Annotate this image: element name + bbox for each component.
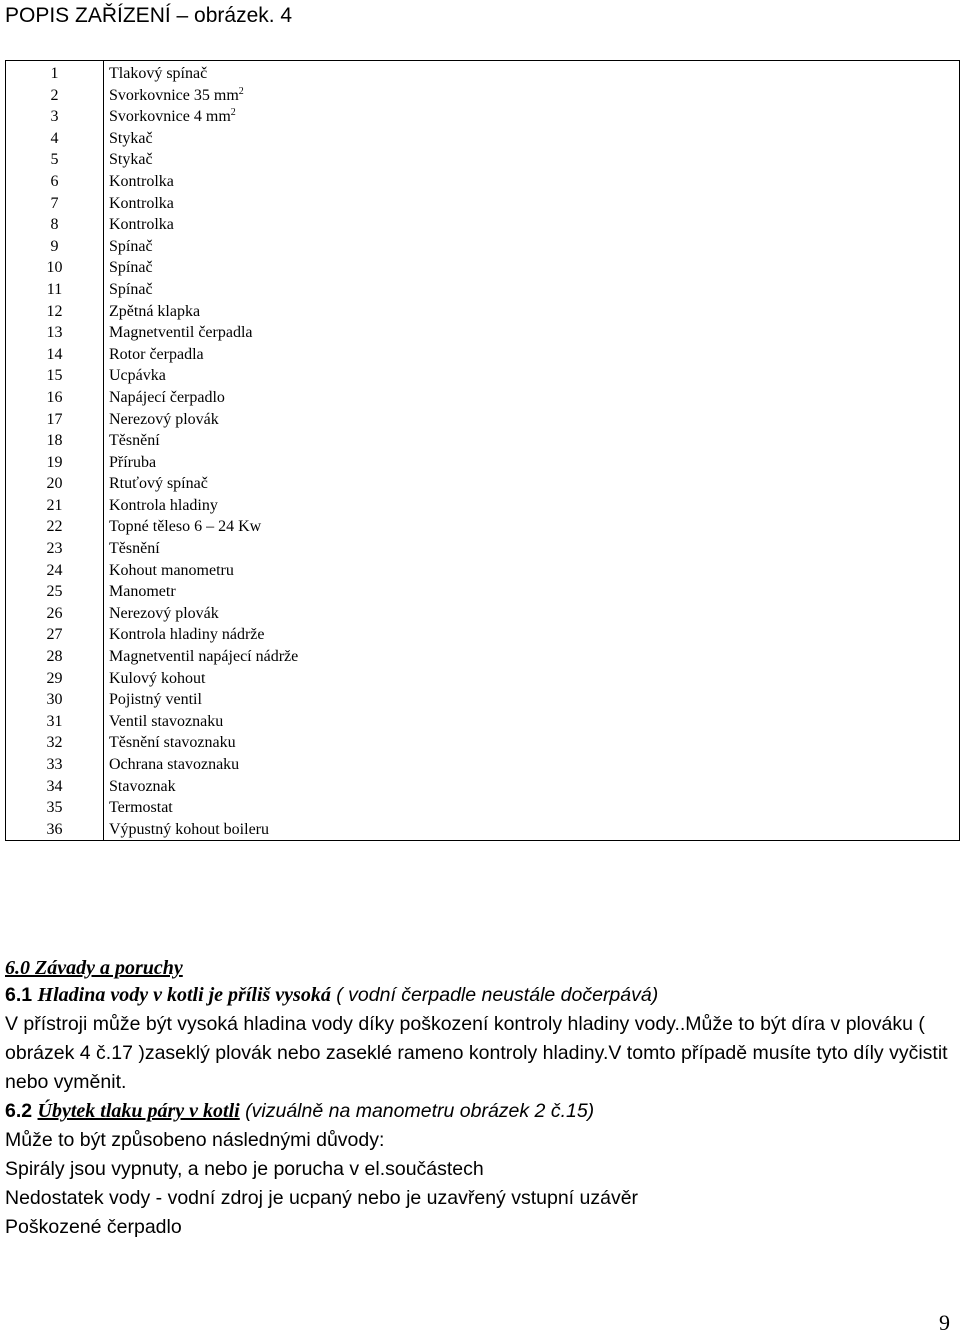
table-row	[6, 85, 960, 107]
part-name: Kontrola hladiny nádrže	[109, 626, 265, 644]
part-number: 8	[6, 214, 104, 236]
part-number: 17	[6, 409, 104, 431]
part-number: 20	[6, 473, 104, 495]
part-name: Těsnění stavoznaku	[109, 734, 236, 752]
part-name: Magnetventil napájecí nádrže	[109, 648, 299, 666]
part-name-cell	[104, 646, 960, 668]
table-row	[6, 387, 960, 409]
subsection-6-2-note: (vizuálně na manometru obrázek 2 č.15)	[245, 1100, 595, 1122]
part-number: 25	[6, 581, 104, 603]
table-row	[6, 149, 960, 171]
part-name: Kontrolka	[109, 172, 174, 190]
part-name-cell	[104, 149, 960, 171]
part-name: Napájecí čerpadlo	[109, 388, 225, 406]
parts-table-body	[6, 61, 960, 841]
part-name-cell	[104, 409, 960, 431]
part-number: 4	[6, 128, 104, 150]
part-name: Výpustný kohout boileru	[109, 820, 269, 838]
part-number: 30	[6, 689, 104, 711]
subsection-6-1-title: Hladina vody v kotli je příliš vysoká	[37, 984, 331, 1006]
table-row	[6, 193, 960, 215]
part-number: 1	[6, 61, 104, 85]
part-name: Manometr	[109, 583, 176, 601]
part-number: 9	[6, 236, 104, 258]
part-name-cell	[104, 430, 960, 452]
part-name-cell	[104, 365, 960, 387]
cause-line-3: Nedostatek vody - vodní zdroj je ucpaný nebo je uzavřený vstupní uzávěr	[5, 1187, 639, 1209]
table-row	[6, 257, 960, 279]
table-row	[6, 473, 960, 495]
table-row	[6, 452, 960, 474]
part-name: Těsnění	[109, 432, 160, 450]
cause-line-4: Poškozené čerpadlo	[5, 1216, 182, 1238]
part-number: 31	[6, 711, 104, 733]
table-row	[6, 301, 960, 323]
part-number: 16	[6, 387, 104, 409]
subsection-6-1-text: V přístroji může být vysoká hladina vody díky poškození kontroly hladiny vody..Může to být díra v plováku ( obrázek 4 č.17 )zaseklý plovák nebo zaseklé rameno kontroly hladiny.V tomto případě musíte tyto díly vyčistit nebo vyměnit.	[5, 1013, 948, 1093]
troubleshooting-section	[5, 955, 950, 1242]
table-row	[6, 732, 960, 754]
table-row	[6, 538, 960, 560]
part-name: Spínač	[109, 280, 153, 298]
subsection-6-2-number: 6.2	[5, 1100, 33, 1122]
part-number: 23	[6, 538, 104, 560]
part-name: Stykač	[109, 151, 153, 169]
part-name-cell	[104, 473, 960, 495]
table-row	[6, 754, 960, 776]
part-name-cell	[104, 106, 960, 128]
part-name: Kontrolka	[109, 194, 174, 212]
part-name-cell	[104, 171, 960, 193]
part-name: Kontrolka	[109, 216, 174, 234]
part-name: Kontrola hladiny	[109, 496, 218, 514]
part-name-cell	[104, 301, 960, 323]
part-name-cell	[104, 797, 960, 819]
table-row	[6, 819, 960, 841]
part-number: 29	[6, 668, 104, 690]
part-number: 12	[6, 301, 104, 323]
part-name-cell	[104, 128, 960, 150]
part-number: 7	[6, 193, 104, 215]
table-row	[6, 516, 960, 538]
part-name-cell	[104, 257, 960, 279]
part-number: 24	[6, 560, 104, 582]
part-name: Spínač	[109, 237, 153, 255]
part-number: 11	[6, 279, 104, 301]
part-name: Pojistný ventil	[109, 691, 202, 709]
part-name-cell	[104, 214, 960, 236]
part-name: Kohout manometru	[109, 561, 234, 579]
part-name-cell	[104, 279, 960, 301]
part-name: Stavoznak	[109, 777, 176, 795]
part-name: Spínač	[109, 259, 153, 277]
part-number: 32	[6, 732, 104, 754]
page-title: POPIS ZAŘÍZENÍ – obrázek. 4	[5, 4, 293, 27]
table-row	[6, 279, 960, 301]
table-row	[6, 365, 960, 387]
table-row	[6, 495, 960, 517]
part-name-cell	[104, 61, 960, 85]
part-name-cell	[104, 819, 960, 841]
part-number: 33	[6, 754, 104, 776]
part-number: 26	[6, 603, 104, 625]
cause-line-1: Může to být způsobeno následnými důvody:	[5, 1129, 385, 1151]
part-name-cell	[104, 668, 960, 690]
part-name: Těsnění	[109, 540, 160, 558]
table-row	[6, 560, 960, 582]
table-row	[6, 128, 960, 150]
part-name-cell	[104, 322, 960, 344]
part-number: 13	[6, 322, 104, 344]
part-name: Tlakový spínač	[109, 65, 208, 82]
part-name-cell	[104, 711, 960, 733]
table-row	[6, 646, 960, 668]
parts-table	[5, 60, 960, 841]
table-row	[6, 409, 960, 431]
part-number: 34	[6, 776, 104, 798]
part-name-cell	[104, 193, 960, 215]
part-name-cell	[104, 581, 960, 603]
table-row	[6, 236, 960, 258]
part-name-cell	[104, 85, 960, 107]
table-row	[6, 624, 960, 646]
section-heading: 6.0 Závady a poruchy	[5, 957, 183, 979]
subsection-6-2-heading	[5, 1097, 950, 1126]
page-number: 9	[939, 1310, 950, 1335]
table-row	[6, 603, 960, 625]
part-number: 21	[6, 495, 104, 517]
part-name: Ochrana stavoznaku	[109, 756, 240, 773]
unit-exponent: 2	[230, 107, 236, 119]
part-number: 2	[6, 85, 104, 107]
part-name-cell	[104, 516, 960, 538]
part-name: Termostat	[109, 799, 173, 817]
part-name: Stykač	[109, 129, 153, 147]
part-name-cell	[104, 538, 960, 560]
table-row	[6, 106, 960, 128]
part-name-cell	[104, 689, 960, 711]
cause-line-2: Spirály jsou vypnuty, a nebo je porucha v el.součástech	[5, 1158, 484, 1180]
part-number: 10	[6, 257, 104, 279]
part-name: Rtuťový spínač	[109, 475, 208, 493]
part-name-cell	[104, 776, 960, 798]
part-name: Ucpávka	[109, 367, 166, 385]
part-name: Nerezový plovák	[109, 604, 219, 622]
part-number: 28	[6, 646, 104, 668]
table-row	[6, 344, 960, 366]
part-number: 19	[6, 452, 104, 474]
subsection-6-1-number: 6.1	[5, 984, 33, 1006]
table-row	[6, 322, 960, 344]
part-name-cell	[104, 236, 960, 258]
part-name: Příruba	[109, 453, 157, 471]
table-row	[6, 711, 960, 733]
part-name: Rotor čerpadla	[109, 345, 204, 363]
part-name-cell	[104, 452, 960, 474]
table-row	[6, 61, 960, 85]
part-name: Svorkovnice 4 mm	[109, 108, 231, 126]
table-row	[6, 776, 960, 798]
table-row	[6, 171, 960, 193]
part-name: Topné těleso 6 – 24 Kw	[109, 518, 262, 536]
subsection-6-1-note: ( vodní čerpadle neustále dočerpává)	[336, 984, 659, 1006]
part-name: Magnetventil čerpadla	[109, 324, 253, 342]
part-name-cell	[104, 495, 960, 517]
table-row	[6, 214, 960, 236]
table-row	[6, 668, 960, 690]
part-number: 15	[6, 365, 104, 387]
part-number: 22	[6, 516, 104, 538]
part-number: 18	[6, 430, 104, 452]
table-row	[6, 581, 960, 603]
subsection-6-1-heading	[5, 981, 950, 1010]
part-number: 6	[6, 171, 104, 193]
part-name-cell	[104, 387, 960, 409]
part-name: Kulový kohout	[109, 669, 206, 687]
part-name-cell	[104, 754, 960, 776]
part-number: 3	[6, 106, 104, 128]
part-number: 14	[6, 344, 104, 366]
table-row	[6, 430, 960, 452]
part-name-cell	[104, 624, 960, 646]
part-number: 27	[6, 624, 104, 646]
part-name: Ventil stavoznaku	[109, 712, 224, 730]
part-name: Nerezový plovák	[109, 410, 219, 428]
part-name-cell	[104, 344, 960, 366]
part-number: 35	[6, 797, 104, 819]
part-name: Zpětná klapka	[109, 302, 201, 320]
subsection-6-2-title: Úbytek tlaku páry v kotli	[37, 1100, 240, 1122]
part-name: Svorkovnice 35 mm	[109, 86, 239, 104]
table-row	[6, 797, 960, 819]
table-row	[6, 689, 960, 711]
part-number: 36	[6, 819, 104, 841]
part-name-cell	[104, 603, 960, 625]
part-number: 5	[6, 149, 104, 171]
part-name-cell	[104, 560, 960, 582]
unit-exponent: 2	[238, 85, 244, 97]
part-name-cell	[104, 732, 960, 754]
